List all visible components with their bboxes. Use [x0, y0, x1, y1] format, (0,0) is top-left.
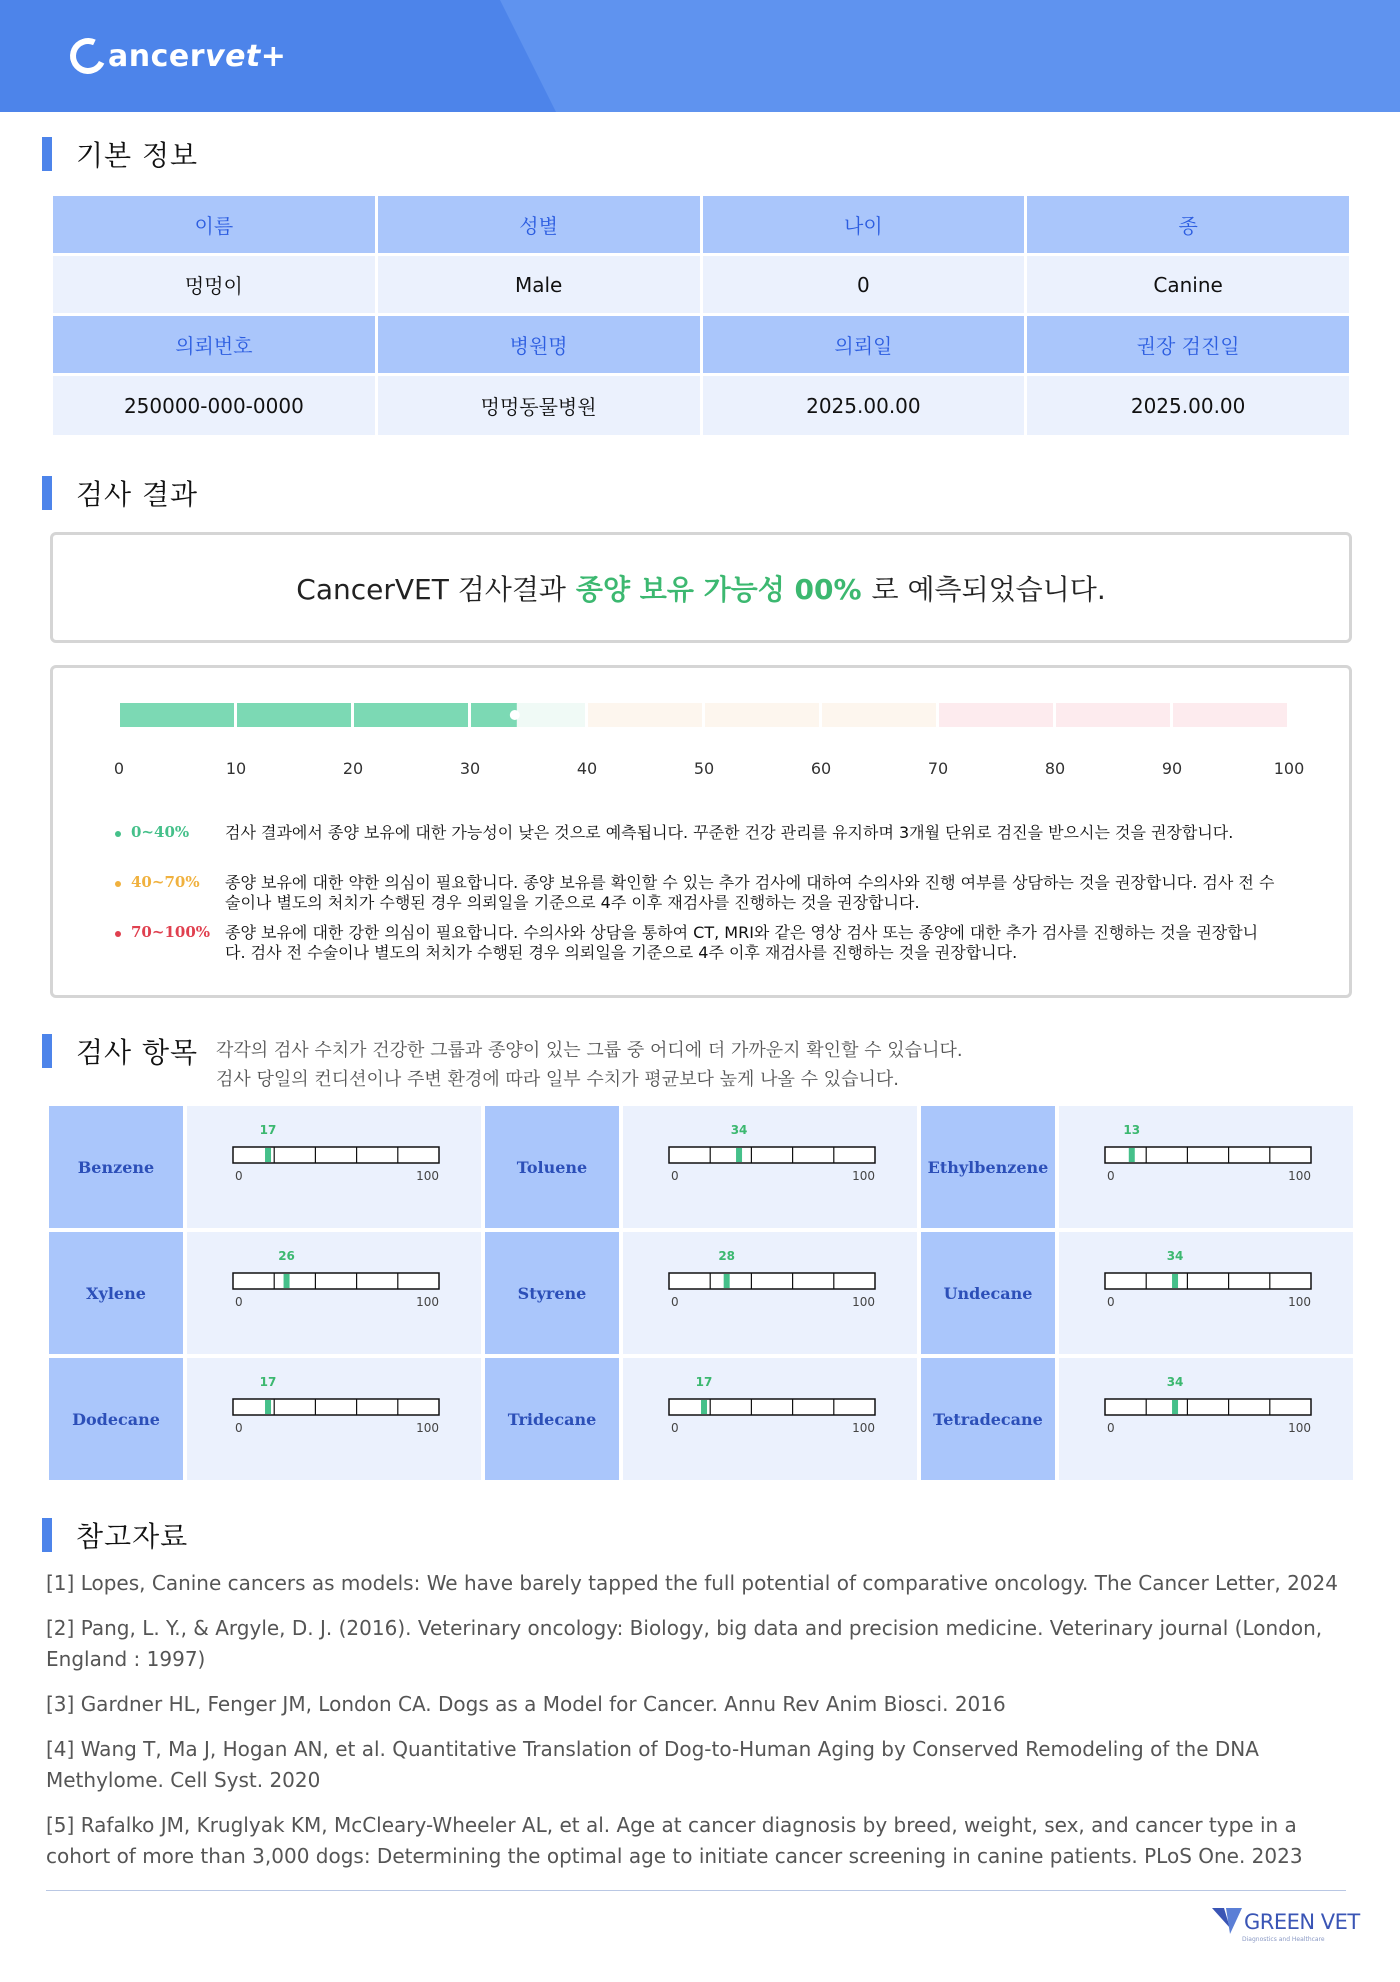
- item-name: Undecane: [921, 1232, 1055, 1354]
- mini-gauge-frame: [669, 1273, 875, 1289]
- mini-gauge-value: 17: [259, 1375, 277, 1389]
- reference-item: [3] Gardner HL, Fenger JM, London CA. Dogs as a Model for Cancer. Annu Rev Anim Biosci. 2016: [46, 1692, 1006, 1716]
- info-cell: Canine: [1027, 256, 1349, 313]
- mini-gauge-min: 0: [1107, 1295, 1115, 1309]
- gauge-segment-bg: [1173, 703, 1287, 727]
- greenvet-logo: GREEN VET Diagnostics and Healthcare: [1212, 1906, 1360, 1946]
- item-name: Styrene: [485, 1232, 619, 1354]
- logo-c-icon: [65, 33, 111, 79]
- mini-gauge-min: 0: [235, 1295, 243, 1309]
- info-cell: 종: [1027, 196, 1349, 253]
- mini-gauge-max: 100: [416, 1421, 439, 1435]
- mini-gauge-min: 0: [671, 1421, 679, 1435]
- item-mini-gauge: [1059, 1232, 1353, 1354]
- item-name: Ethylbenzene: [921, 1106, 1055, 1228]
- greenvet-v-icon: [1212, 1906, 1244, 1936]
- info-cell: 멍멍동물병원: [378, 376, 700, 435]
- item-mini-gauge: [1059, 1106, 1353, 1228]
- item-gauge-cell: [187, 1106, 481, 1228]
- gauge-segment-bg: [1056, 703, 1170, 727]
- cancervet-logo: [70, 34, 286, 78]
- mini-gauge-max: 100: [1288, 1295, 1311, 1309]
- item-name: Dodecane: [49, 1358, 183, 1480]
- mini-gauge-frame: [669, 1147, 875, 1163]
- result-suffix: 로 예측되었습니다.: [871, 572, 1106, 606]
- result-summary: [50, 532, 1352, 643]
- info-cell: 멍멍이: [53, 256, 375, 313]
- probability-gauge-panel: [50, 665, 1352, 998]
- result-prefix: CancerVET 검사결과: [296, 572, 566, 606]
- mini-gauge-marker: [724, 1274, 730, 1288]
- mini-gauge-min: 0: [1107, 1421, 1115, 1435]
- mini-gauge-marker: [1129, 1148, 1135, 1162]
- item-mini-gauge: [187, 1232, 481, 1354]
- legend-mid: 40~70% 종양 보유에 대한 약한 의심이 필요합니다. 종양 보유를 확인할 수 있는 추가 검사에 대하여 수의사와 진행 여부를 상담하는 것을 권장합니다. 검사 전 수술이나 별도의 처치가 수행된 경우 의뢰일을 기준으로 4주 이후 재검사를 진행하는 것을 권장합니다.: [115, 873, 1315, 913]
- gauge-tick-label: 100: [1273, 759, 1305, 778]
- gauge-tick-label: 0: [113, 759, 125, 778]
- mini-gauge-value: 13: [1123, 1123, 1141, 1137]
- mini-gauge-marker: [265, 1400, 271, 1414]
- mini-gauge-max: 100: [852, 1421, 875, 1435]
- gauge-tick-label: 20: [342, 759, 364, 778]
- mini-gauge-value: 34: [1166, 1249, 1184, 1263]
- mini-gauge-max: 100: [416, 1169, 439, 1183]
- gauge-segment-bg: [705, 703, 819, 727]
- item-mini-gauge: [187, 1358, 481, 1480]
- info-cell: 나이: [703, 196, 1025, 253]
- item-gauge-cell: [1059, 1106, 1353, 1228]
- mini-gauge-marker: [265, 1148, 271, 1162]
- gauge-fill-segment: [354, 703, 468, 727]
- gauge-tick-label: 60: [810, 759, 832, 778]
- item-name: Xylene: [49, 1232, 183, 1354]
- basic-info-table: [50, 193, 1352, 438]
- item-gauge-cell: [187, 1358, 481, 1480]
- reference-item: [4] Wang T, Ma J, Hogan AN, et al. Quantitative Translation of Dog-to-Human Aging by Conserved Remodeling of the DNA Methylome. Cell Syst. 2020: [46, 1737, 1259, 1792]
- item-name: Tridecane: [485, 1358, 619, 1480]
- mini-gauge-marker: [701, 1400, 707, 1414]
- mini-gauge-frame: [669, 1399, 875, 1415]
- mini-gauge-min: 0: [235, 1421, 243, 1435]
- result-highlight: 종양 보유 가능성 00%: [575, 572, 862, 606]
- info-cell: 이름: [53, 196, 375, 253]
- item-gauge-cell: [623, 1232, 917, 1354]
- mini-gauge-marker: [736, 1148, 742, 1162]
- mini-gauge-frame: [233, 1273, 439, 1289]
- info-cell: Male: [378, 256, 700, 313]
- mini-gauge-min: 0: [1107, 1169, 1115, 1183]
- item-gauge-cell: [1059, 1358, 1353, 1480]
- gauge-tick-label: 90: [1161, 759, 1183, 778]
- item-gauge-cell: [187, 1232, 481, 1354]
- footer-divider: [46, 1890, 1346, 1891]
- gauge-segment-bg: [588, 703, 702, 727]
- section-marker: [42, 137, 52, 171]
- item-mini-gauge: [623, 1232, 917, 1354]
- legend-dot-icon: [115, 831, 121, 837]
- mini-gauge-frame: [233, 1147, 439, 1163]
- section-marker: [42, 1034, 52, 1068]
- mini-gauge-value: 17: [695, 1375, 713, 1389]
- section-marker: [42, 476, 52, 510]
- mini-gauge-frame: [1105, 1273, 1311, 1289]
- item-gauge-cell: [623, 1358, 917, 1480]
- mini-gauge-max: 100: [1288, 1421, 1311, 1435]
- logo-text: ancervet+: [108, 38, 287, 74]
- section-result-title: 검사 결과: [42, 475, 198, 511]
- mini-gauge-frame: [1105, 1147, 1311, 1163]
- info-cell: 권장 검진일: [1027, 316, 1349, 373]
- test-items-grid: [49, 1106, 1353, 1480]
- info-cell: 250000-000-0000: [53, 376, 375, 435]
- mini-gauge-value: 34: [1166, 1375, 1184, 1389]
- gauge-tick-label: 30: [459, 759, 481, 778]
- legend-dot-icon: [115, 881, 121, 887]
- gauge-segment-bg: [822, 703, 936, 727]
- gauge-tick-label: 80: [1044, 759, 1066, 778]
- mini-gauge-marker: [1172, 1400, 1178, 1414]
- legend-high: 70~100% 종양 보유에 대한 강한 의심이 필요합니다. 수의사와 상담을 통하여 CT, MRI와 같은 영상 검사 또는 종양에 대한 추가 검사를 진행하는 것을 권장합니다. 검사 전 수술이나 별도의 처치가 수행된 경우 의뢰일을 기준으로 4주 이후 재검사를 진행하는 것을 권장합니다.: [115, 923, 1315, 963]
- info-cell: 2025.00.00: [703, 376, 1025, 435]
- item-mini-gauge: [623, 1358, 917, 1480]
- reference-item: [5] Rafalko JM, Kruglyak KM, McCleary-Wheeler AL, et al. Age at cancer diagnosis by breed, weight, sex, and cancer type in a cohort of more than 3,000 dogs: Determining the optimal age to initiate cancer screening in canine patients. PLoS One. 2023: [46, 1813, 1303, 1868]
- mini-gauge-value: 28: [718, 1249, 736, 1263]
- gauge-fill-segment: [237, 703, 351, 727]
- item-gauge-cell: [623, 1106, 917, 1228]
- section-marker: [42, 1518, 52, 1552]
- mini-gauge-min: 0: [671, 1295, 679, 1309]
- banner-accent: [500, 0, 1400, 112]
- gauge-segment-bg: [939, 703, 1053, 727]
- items-note: 각각의 검사 수치가 건강한 그룹과 종양이 있는 그룹 중 어디에 더 가까운지 확인할 수 있습니다. 검사 당일의 컨디션이나 주변 환경에 따라 일부 수치가 평균보다 높게 나올 수 있습니다.: [216, 1040, 963, 1090]
- section-basic-title: 기본 정보: [42, 136, 198, 172]
- item-mini-gauge: [187, 1106, 481, 1228]
- item-mini-gauge: [623, 1106, 917, 1228]
- header-banner: [0, 0, 1400, 112]
- section-items-title: 검사 항목: [42, 1033, 198, 1069]
- mini-gauge-marker: [1172, 1274, 1178, 1288]
- item-name: Tetradecane: [921, 1358, 1055, 1480]
- gauge-tick-label: 50: [693, 759, 715, 778]
- reference-list: [46, 1568, 1356, 1886]
- info-cell: 성별: [378, 196, 700, 253]
- mini-gauge-min: 0: [671, 1169, 679, 1183]
- mini-gauge-min: 0: [235, 1169, 243, 1183]
- item-name: Benzene: [49, 1106, 183, 1228]
- gauge-tick-label: 70: [927, 759, 949, 778]
- mini-gauge-value: 34: [730, 1123, 748, 1137]
- mini-gauge-frame: [1105, 1399, 1311, 1415]
- section-refs-title: 참고자료: [42, 1517, 188, 1553]
- info-cell: 의뢰번호: [53, 316, 375, 373]
- gauge-fill-segment: [120, 703, 234, 727]
- mini-gauge-frame: [233, 1399, 439, 1415]
- reference-item: [2] Pang, L. Y., & Argyle, D. J. (2016). Veterinary oncology: Biology, big data and precision medicine. Veterinary journal (London, England : 1997): [46, 1616, 1323, 1671]
- info-cell: 병원명: [378, 316, 700, 373]
- mini-gauge-max: 100: [852, 1295, 875, 1309]
- gauge-tick-label: 40: [576, 759, 598, 778]
- reference-item: [1] Lopes, Canine cancers as models: We have barely tapped the full potential of comparative oncology. The Cancer Letter, 2024: [46, 1571, 1338, 1595]
- gauge-value-marker: [510, 710, 520, 720]
- mini-gauge-value: 26: [278, 1249, 295, 1263]
- mini-gauge-value: 17: [259, 1123, 277, 1137]
- item-gauge-cell: [1059, 1232, 1353, 1354]
- gauge-tick-label: 10: [225, 759, 247, 778]
- mini-gauge-max: 100: [1288, 1169, 1311, 1183]
- item-name: Toluene: [485, 1106, 619, 1228]
- info-cell: 의뢰일: [703, 316, 1025, 373]
- legend-low: 0~40% 검사 결과에서 종양 보유에 대한 가능성이 낮은 것으로 예측됩니다. 꾸준한 건강 관리를 유지하며 3개월 단위로 검진을 받으시는 것을 권장합니다.: [115, 823, 1315, 843]
- mini-gauge-max: 100: [852, 1169, 875, 1183]
- mini-gauge-marker: [284, 1274, 290, 1288]
- info-cell: 0: [703, 256, 1025, 313]
- mini-gauge-max: 100: [416, 1295, 439, 1309]
- item-mini-gauge: [1059, 1358, 1353, 1480]
- info-cell: 2025.00.00: [1027, 376, 1349, 435]
- legend-dot-icon: [115, 931, 121, 937]
